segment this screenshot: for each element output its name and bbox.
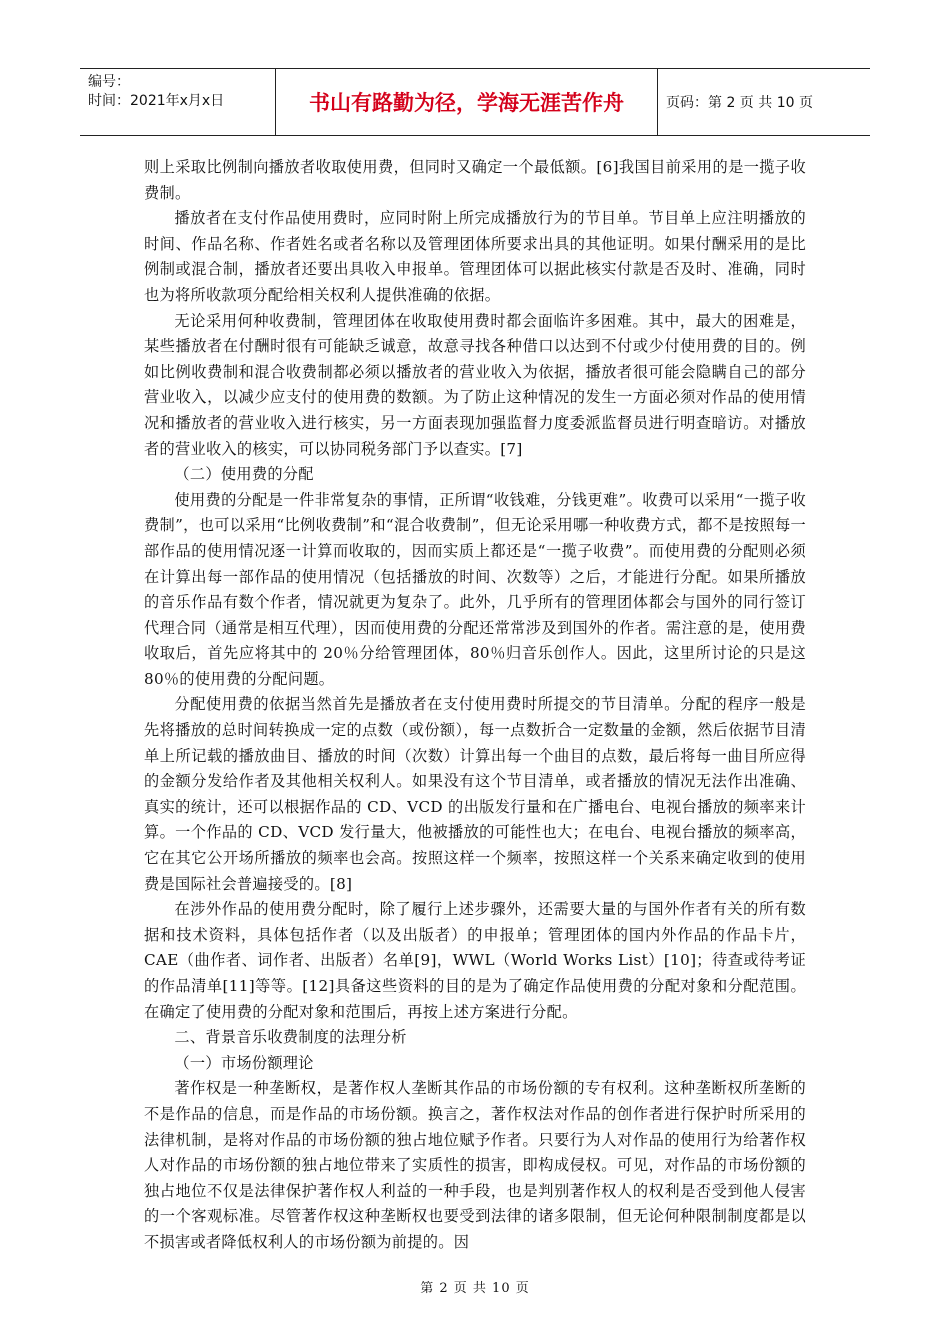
section-heading: （二）使用费的分配 bbox=[174, 465, 314, 484]
header-motto: 书山有路勤为径，学海无涯苦作舟 bbox=[276, 69, 658, 135]
header-page-info: 页码：第 2 页 共 10 页 bbox=[666, 95, 813, 111]
section-heading: 二、背景音乐收费制度的法理分析 bbox=[174, 1028, 407, 1047]
document-number-label: 编号： bbox=[88, 74, 130, 90]
section-heading: （一）市场份额理论 bbox=[174, 1053, 314, 1072]
document-date: 时间：2021年x月x日 bbox=[88, 93, 225, 109]
header-meta bbox=[80, 69, 276, 135]
paragraph: 在涉外作品的使用费分配时，除了履行上述步骤外，还需要大量的与国外作者有关的所有数据和技术资料，具体包括作者（以及出版者）的申报单；管理团体的国内外作品的作品卡片，CAE（曲作者、词作者、出版者）名单[9]，WWL（World Works List）[10]；待查或待考证的作品清单[11]等等。[12]具备这些资料的目的是为了确定作品使用费的分配对象和分配范围。在确定了使用费的分配对象和范围后，再按上述方案进行分配。 bbox=[144, 900, 806, 1021]
paragraph: 则上采取比例制向播放者收取使用费，但同时又确定一个最低额。[6]我国目前采用的是一揽子收费制。 bbox=[144, 158, 806, 202]
paragraph: 著作权是一种垄断权，是著作权人垄断其作品的市场份额的专有权利。这种垄断权所垄断的不是作品的信息，而是作品的市场份额。换言之，著作权法对作品的创作者进行保护时所采用的法律机制，是将对作品的市场份额的独占地位赋予作者。只要行为人对作品的使用行为给著作权人对作品的市场份额的独占地位带来了实质性的损害，即构成侵权。可见，对作品的市场份额的独占地位不仅是法律保护著作权人利益的一种手段，也是判别著作权人的权利是否受到他人侵害的一个客观标准。尽管著作权这种垄断权也要受到法律的诸多限制，但无论何种限制制度都是以不损害或者降低权利人的市场份额为前提的。因 bbox=[144, 1079, 806, 1251]
paragraph: 播放者在支付作品使用费时，应同时附上所完成播放行为的节目单。节目单上应注明播放的时间、作品名称、作者姓名或者名称以及管理团体所要求出具的其他证明。如果付酬采用的是比例制或混合制，播放者还要出具收入申报单。管理团体可以据此核实付款是否及时、准确，同时也为将所收款项分配给相关权利人提供准确的依据。 bbox=[144, 209, 806, 304]
page-header bbox=[80, 68, 870, 136]
paragraph: 分配使用费的依据当然首先是播放者在支付使用费时所提交的节目清单。分配的程序一般是先将播放的总时间转换成一定的点数（或份额），每一点数折合一定数量的金额，然后依据节目清单上所记载的播放曲目、播放的时间（次数）计算出每一个曲目的点数，最后将每一曲目所应得的金额分发给作者及其他相关权利人。如果没有这个节目清单，或者播放的情况无法作出准确、真实的统计，还可以根据作品的 CD、VCD 的出版发行量和在广播电台、电视台播放的频率来计算。一个作品的 CD、VCD 发行量大，他被播放的可能性也大；在电台、电视台播放的频率高，它在其它公开场所播放的频率也会高。按照这样一个频率，按照这样一个关系来确定收到的使用费是国际社会普遍接受的。[8] bbox=[144, 695, 806, 893]
document-body bbox=[144, 155, 806, 1256]
paragraph: 使用费的分配是一件非常复杂的事情，正所谓“收钱难，分钱更难”。收费可以采用“一揽子收费制”，也可以采用“比例收费制”和“混合收费制”，但无论采用哪一种收费方式，都不是按照每一部作品的使用情况逐一计算而收取的，因而实质上都还是“一揽子收费”。而使用费的分配则必须在计算出每一部作品的使用情况（包括播放的时间、次数等）之后，才能进行分配。如果所播放的音乐作品有数个作者，情况就更为复杂了。此外，几乎所有的管理团体都会与国外的同行签订代理合同（通常是相互代理），因而使用费的分配还常常涉及到国外的作者。需注意的是，使用费收取后，首先应将其中的 20％分给管理团体，80％归音乐创作人。因此，这里所讨论的只是这 80％的使用费的分配问题。 bbox=[144, 490, 806, 688]
paragraph: 无论采用何种收费制，管理团体在收取使用费时都会面临许多困难。其中，最大的困难是，某些播放者在付酬时很有可能缺乏诚意，故意寻找各种借口以达到不付或少付使用费的目的。例如比例收费制和混合收费制都必须以播放者的营业收入为依据，播放者很可能会隐瞒自己的部分营业收入，以减少应支付的使用费的数额。为了防止这种情况的发生一方面必须对作品的使用情况和播放者的营业收入进行核实，另一方面表现加强监督力度委派监督员进行明查暗访。对播放者的营业收入的核实，可以协同税务部门予以查实。[7] bbox=[144, 311, 806, 458]
page-footer: 第 2 页 共 10 页 bbox=[420, 1281, 530, 1296]
